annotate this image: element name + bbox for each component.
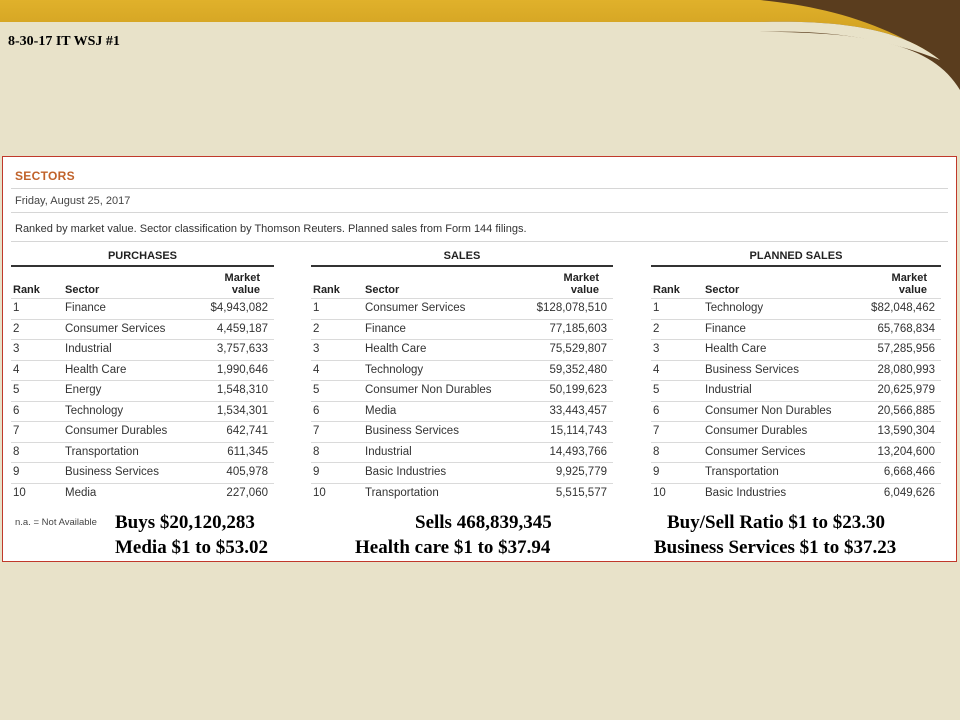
column-header-value: [892, 272, 927, 296]
table-row: [651, 360, 941, 382]
rank-cell: 10: [13, 486, 26, 499]
sector-cell: Consumer Durables: [65, 425, 168, 437]
rank-cell: 9: [653, 466, 660, 478]
divider: [11, 188, 948, 189]
rank-cell: 7: [653, 425, 660, 437]
value-cell: 642,741: [226, 425, 268, 437]
sector-cell: Industrial: [65, 343, 112, 355]
table-row: [651, 319, 941, 341]
value-cell: $128,078,510: [536, 302, 607, 314]
sector-cell: Finance: [65, 302, 106, 314]
media-ratio: Media $1 to $53.02: [115, 537, 269, 558]
value-cell: 9,925,779: [555, 466, 607, 478]
table-row: [11, 319, 274, 341]
rank-cell: 1: [13, 302, 20, 314]
value-cell: 20,566,885: [877, 404, 935, 417]
sector-cell: Finance: [705, 322, 746, 335]
rank-cell: 1: [653, 302, 660, 314]
slide-title: 8-30-17 IT WSJ #1: [8, 34, 120, 49]
rank-cell: 10: [653, 486, 666, 499]
rank-cell: 8: [313, 445, 320, 458]
table-row: [651, 442, 941, 464]
table-row: [11, 339, 274, 361]
rank-cell: 8: [13, 445, 20, 458]
table-row: [11, 298, 274, 320]
value-cell: 1,534,301: [216, 404, 268, 417]
table-row: [11, 442, 274, 464]
table-row: [311, 319, 613, 341]
sector-cell: Industrial: [705, 384, 752, 396]
column-header-value-line1: Market: [563, 272, 599, 284]
sector-cell: Health Care: [65, 363, 127, 376]
column-header-rank: Rank: [653, 284, 680, 296]
sector-cell: Basic Industries: [705, 486, 787, 499]
group-title: PLANNED SALES: [749, 250, 843, 262]
group-rule: [11, 265, 274, 267]
sector-cell: Transportation: [705, 466, 779, 478]
table-note: Ranked by market value. Sector classification by Thomson Reuters. Planned sales from Form 144 filings.: [15, 223, 527, 235]
sector-cell: Technology: [705, 302, 764, 314]
health-care-ratio: Health care $1 to $37.94: [355, 537, 551, 558]
buy-sell-ratio: Buy/Sell Ratio $1 to $23.30: [667, 512, 885, 533]
table-row: [311, 298, 613, 320]
column-header-value-line2: value: [898, 284, 927, 296]
value-cell: 57,285,956: [877, 343, 935, 355]
table-row: [11, 483, 274, 505]
sector-cell: Health Care: [705, 343, 767, 355]
table-row: [11, 421, 274, 443]
table-date: Friday, August 25, 2017: [15, 195, 131, 207]
table-row: [11, 462, 274, 484]
table-row: [651, 380, 941, 402]
value-cell: 4,459,187: [216, 322, 268, 335]
value-cell: 3,757,633: [216, 343, 268, 355]
value-cell: 6,668,466: [883, 466, 935, 478]
column-header-sector: Sector: [705, 284, 740, 296]
group-rule: [651, 265, 941, 267]
sector-cell: Business Services: [705, 363, 799, 376]
sector-cell: Business Services: [65, 466, 159, 478]
value-cell: 20,625,979: [877, 384, 935, 396]
value-cell: 28,080,993: [877, 363, 935, 376]
value-cell: 65,768,834: [877, 322, 935, 335]
rank-cell: 4: [653, 363, 660, 376]
value-cell: 77,185,603: [549, 322, 607, 335]
rank-cell: 6: [313, 404, 320, 417]
sector-cell: Consumer Services: [65, 322, 166, 335]
table-row: [11, 380, 274, 402]
table-heading: SECTORS: [15, 169, 75, 183]
rank-cell: 7: [13, 425, 20, 437]
table-row: [311, 380, 613, 402]
table-row: [651, 401, 941, 423]
column-header-value-line1: Market: [891, 272, 927, 284]
sector-cell: Consumer Non Durables: [365, 384, 492, 396]
rank-cell: 5: [653, 384, 660, 396]
business-services-ratio: Business Services $1 to $37.23: [654, 537, 897, 558]
value-cell: 50,199,623: [549, 384, 607, 396]
value-cell: 59,352,480: [549, 363, 607, 376]
rank-cell: 3: [13, 343, 20, 355]
rank-cell: 3: [313, 343, 320, 355]
sector-cell: Consumer Services: [705, 445, 806, 458]
rank-cell: 2: [653, 322, 660, 335]
sector-cell: Media: [65, 486, 97, 499]
rank-cell: 4: [13, 363, 20, 376]
sector-cell: Technology: [365, 363, 424, 376]
rank-cell: 8: [653, 445, 660, 458]
value-cell: 15,114,743: [550, 425, 607, 437]
rank-cell: 6: [13, 404, 20, 417]
sells-total: Sells 468,839,345: [415, 512, 552, 533]
value-cell: 1,990,646: [216, 363, 268, 376]
divider: [11, 212, 948, 213]
value-cell: $4,943,082: [210, 302, 268, 314]
table-row: [311, 483, 613, 505]
column-header-sector: Sector: [65, 284, 100, 296]
header-banner: [0, 0, 960, 90]
value-cell: 611,345: [227, 445, 268, 458]
table-row: [651, 298, 941, 320]
rank-cell: 5: [313, 384, 320, 396]
table-row: [311, 442, 613, 464]
value-cell: 6,049,626: [883, 486, 935, 499]
table-row: [11, 401, 274, 423]
rank-cell: 9: [13, 466, 20, 478]
value-cell: 5,515,577: [555, 486, 607, 499]
rank-cell: 7: [313, 425, 320, 437]
value-cell: 227,060: [226, 486, 268, 499]
group-title: SALES: [443, 250, 481, 262]
sector-cell: Transportation: [65, 445, 139, 458]
rank-cell: 2: [313, 322, 320, 335]
sectors-table-panel: [2, 156, 957, 562]
column-header-value-line1: Market: [224, 272, 260, 284]
sector-cell: Industrial: [365, 445, 412, 458]
table-row: [651, 462, 941, 484]
value-cell: 13,204,600: [877, 445, 935, 458]
value-cell: 14,493,766: [549, 445, 607, 458]
footnote: n.a. = Not Available: [15, 517, 97, 528]
column-header-value: [564, 272, 599, 296]
table-row: [311, 421, 613, 443]
rank-cell: 10: [313, 486, 326, 499]
value-cell: 75,529,807: [549, 343, 607, 355]
sector-cell: Media: [365, 404, 397, 417]
value-cell: 1,548,310: [216, 384, 268, 396]
value-cell: 33,443,457: [549, 404, 607, 417]
rank-cell: 4: [313, 363, 320, 376]
value-cell: 405,978: [226, 466, 268, 478]
group-title: PURCHASES: [107, 250, 178, 262]
table-row: [311, 401, 613, 423]
sector-cell: Business Services: [365, 425, 459, 437]
divider: [11, 241, 948, 242]
column-header-rank: Rank: [13, 284, 40, 296]
table-row: [651, 421, 941, 443]
sector-cell: Health Care: [365, 343, 427, 355]
sector-cell: Technology: [65, 404, 124, 417]
table-row: [311, 360, 613, 382]
column-header-value: [225, 272, 260, 296]
column-header-value-line2: value: [570, 284, 599, 296]
rank-cell: 9: [313, 466, 320, 478]
rank-cell: 2: [13, 322, 20, 335]
table-row: [311, 462, 613, 484]
sector-cell: Energy: [65, 384, 102, 396]
sector-cell: Transportation: [365, 486, 439, 499]
sector-cell: Consumer Non Durables: [705, 404, 832, 417]
table-row: [11, 360, 274, 382]
table-row: [651, 483, 941, 505]
sector-cell: Consumer Services: [365, 302, 466, 314]
rank-cell: 3: [653, 343, 660, 355]
sector-cell: Basic Industries: [365, 466, 447, 478]
sector-cell: Finance: [365, 322, 406, 335]
column-header-rank: Rank: [313, 284, 340, 296]
value-cell: 13,590,304: [877, 425, 935, 437]
group-rule: [311, 265, 613, 267]
column-header-value-line2: value: [231, 284, 260, 296]
sector-cell: Consumer Durables: [705, 425, 808, 437]
table-row: [651, 339, 941, 361]
rank-cell: 5: [13, 384, 20, 396]
table-row: [311, 339, 613, 361]
rank-cell: 6: [653, 404, 660, 417]
buys-total: Buys $20,120,283: [115, 512, 255, 533]
column-header-sector: Sector: [365, 284, 400, 296]
value-cell: $82,048,462: [871, 302, 935, 314]
rank-cell: 1: [313, 302, 320, 314]
